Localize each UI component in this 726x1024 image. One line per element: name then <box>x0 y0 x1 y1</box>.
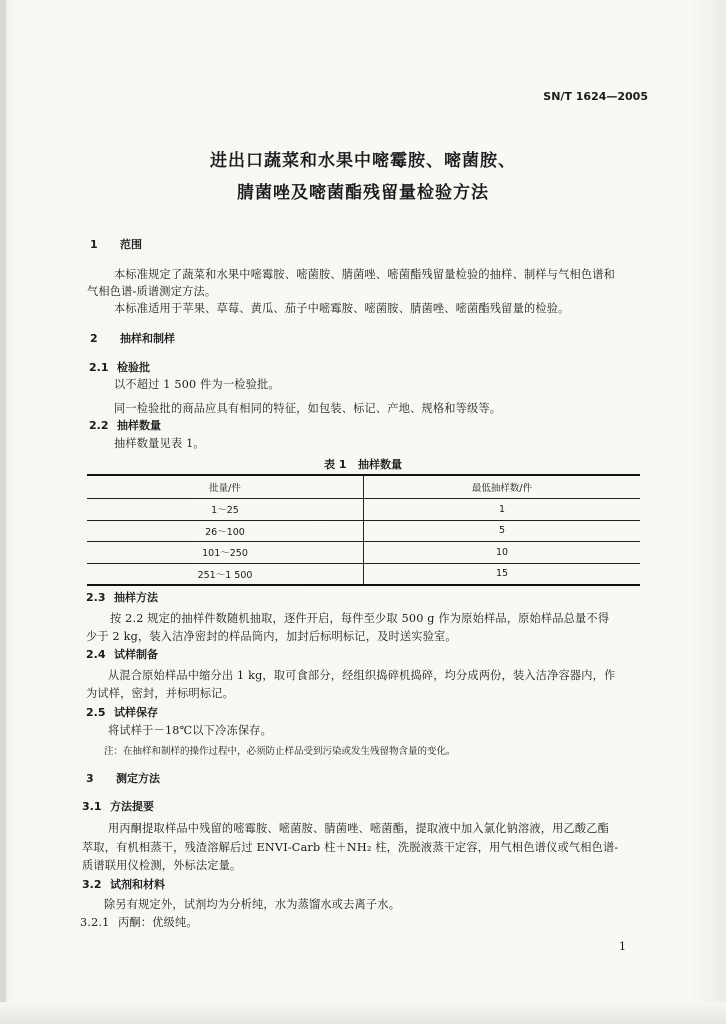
section-title: 抽样方法 <box>114 591 158 604</box>
table-caption <box>0 456 726 472</box>
document-title-line2: 腈菌唑及嘧菌酯残留量检验方法 <box>237 183 489 203</box>
note: 注：在抽样和制样的操作过程中，必须防止样品受到污染或发生残留物含量的变化。 <box>104 746 456 757</box>
section-number: 2.4 <box>86 648 106 661</box>
section-number: 2 <box>90 332 98 345</box>
table-cell: 15 <box>364 563 641 585</box>
subsection-text: 丙酮：优级纯。 <box>118 916 198 929</box>
section-title: 试剂和材料 <box>110 878 165 891</box>
section-1-heading <box>90 236 142 252</box>
table-cell: 251～1 500 <box>87 563 364 585</box>
table-row <box>87 563 640 585</box>
page-number: 1 <box>619 940 626 953</box>
table-cell: 101～250 <box>87 542 364 564</box>
scan-bottom-edge <box>0 1002 726 1024</box>
section-title: 范围 <box>120 238 142 251</box>
sampling-table <box>87 474 640 586</box>
section-title: 检验批 <box>117 361 150 374</box>
section-number: 2.3 <box>86 591 106 604</box>
paragraph: 按 2.2 规定的抽样件数随机抽取，逐件开启，每件至少取 500 g 作为原始样品，原始样品总量不得 <box>110 612 610 625</box>
paragraph: 萃取，有机相蒸干，残渣溶解后过 ENVI-Carb 柱＋NH₂ 柱，洗脱液蒸干定容，用气相色谱仪或气相色谱- <box>82 841 619 854</box>
document-title-line1: 进出口蔬菜和水果中嘧霉胺、嘧菌胺、 <box>210 151 516 171</box>
paragraph: 本标准适用于苹果、草莓、黄瓜、茄子中嘧霉胺、嘧菌胺、腈菌唑、嘧菌酯残留量的检验。 <box>114 302 570 315</box>
subsection-2-2-heading <box>89 417 161 433</box>
section-2-heading <box>90 330 175 346</box>
table-row <box>87 542 640 564</box>
subsection-3-2-1 <box>80 914 198 930</box>
paragraph: 除另有规定外，试剂均为分析纯，水为蒸馏水或去离子水。 <box>104 898 401 911</box>
paragraph: 少于 2 kg，装入洁净密封的样品筒内，加封后标明标记，及时送实验室。 <box>86 630 457 643</box>
paragraph: 质谱联用仪检测，外标法定量。 <box>82 859 242 872</box>
section-title: 方法提要 <box>110 800 154 813</box>
paragraph: 为试样，密封，并标明标记。 <box>86 687 235 700</box>
section-title: 试样保存 <box>114 706 158 719</box>
paragraph: 以不超过 1 500 件为一检验批。 <box>114 378 280 391</box>
standard-number: SN/T 1624—2005 <box>543 90 648 103</box>
table-cell: 5 <box>364 520 641 542</box>
table-cell: 1～25 <box>87 499 364 521</box>
paragraph: 本标准规定了蔬菜和水果中嘧霉胺、嘧菌胺、腈菌唑、嘧菌酯残留量检验的抽样、制样与气相色谱和 <box>114 268 616 281</box>
table-cell: 10 <box>364 542 641 564</box>
table-cell: 1 <box>364 499 641 521</box>
table-row <box>87 520 640 542</box>
table-header-row <box>87 475 640 499</box>
section-title: 测定方法 <box>116 772 160 785</box>
section-number: 3.2 <box>82 878 102 891</box>
paragraph: 气相色谱-质谱测定方法。 <box>87 285 217 298</box>
section-number: 2.1 <box>89 361 109 374</box>
section-number: 2.2 <box>89 419 109 432</box>
subsection-2-4-heading <box>86 646 158 662</box>
column-header-min-samples: 最低抽样数/件 <box>364 475 641 499</box>
section-title: 试样制备 <box>114 648 158 661</box>
column-header-lot-size: 批量/件 <box>87 475 364 499</box>
section-title: 抽样数量 <box>117 419 161 432</box>
subsection-3-1-heading <box>82 798 154 814</box>
subsection-2-1-heading <box>89 359 150 375</box>
subsection-3-2-heading <box>82 876 165 892</box>
section-number: 2.5 <box>86 706 106 719</box>
subsection-2-5-heading <box>86 704 158 720</box>
paragraph: 从混合原始样品中缩分出 1 kg，取可食部分，经组织捣碎机捣碎，均分成两份，装入洁净容器内，作 <box>108 669 616 682</box>
section-title: 抽样和制样 <box>120 332 175 345</box>
section-number: 3.1 <box>82 800 102 813</box>
section-number: 3 <box>86 772 94 785</box>
paragraph: 抽样数量见表 1。 <box>114 437 205 450</box>
paragraph: 用丙酮提取样品中残留的嘧霉胺、嘧菌胺、腈菌唑、嘧菌酯，提取液中加入氯化钠溶液，用乙酸乙酯 <box>108 822 610 835</box>
table-number: 表 1 <box>324 458 347 471</box>
table-cell: 26～100 <box>87 520 364 542</box>
section-3-heading <box>86 770 160 786</box>
section-number: 1 <box>90 238 98 251</box>
table-row <box>87 499 640 521</box>
table-title: 抽样数量 <box>357 458 402 471</box>
paragraph: 将试样于－18℃以下冷冻保存。 <box>108 724 273 737</box>
section-number: 3.2.1 <box>80 916 110 929</box>
paragraph: 同一检验批的商品应具有相同的特征，如包装、标记、产地、规格和等级等。 <box>114 402 502 415</box>
subsection-2-3-heading <box>86 589 158 605</box>
